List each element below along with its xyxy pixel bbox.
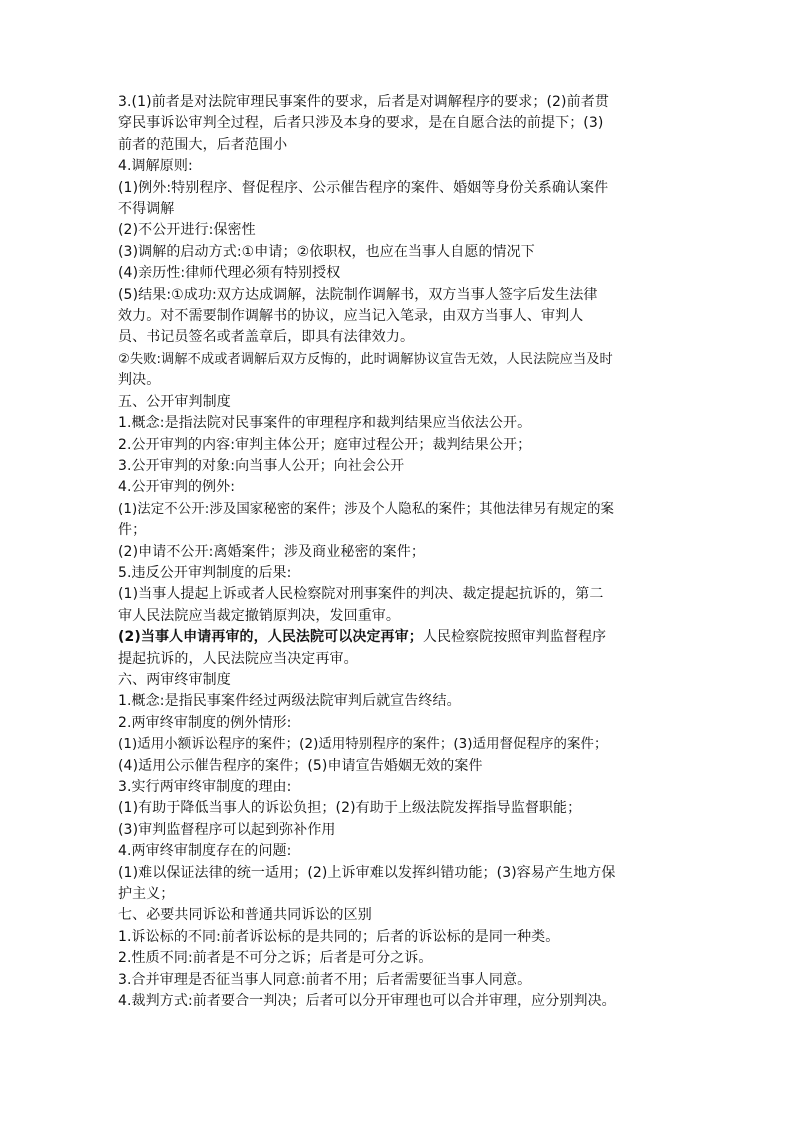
text-line: (1)法定不公开:涉及国家秘密的案件；涉及个人隐私的案件；其他法律另有规定的案 <box>118 501 615 517</box>
bold-emphasis: 可以决定再审； <box>324 629 423 646</box>
text-line: (3)调解的启动方式:①申请；②依职权，也应在当事人自愿的情况下 <box>118 243 535 260</box>
text-suffix: 人民检察院按照审判监督程序 <box>422 629 607 646</box>
text-line: (1)当事人提起上诉或者人民检察院对刑事案件的判决、裁定提起抗诉的，第二 <box>118 586 604 603</box>
text-line: 2.公开审判的内容:审判主体公开；庭审过程公开；裁判结果公开； <box>118 436 532 453</box>
section-heading: 4.两审终审制度存在的问题: <box>118 843 292 860</box>
text-line: 护主义； <box>118 886 175 903</box>
text-line: (3)审判监督程序可以起到弥补作用 <box>118 821 336 838</box>
text-line: (2)申请不公开:离婚案件；涉及商业秘密的案件； <box>118 543 425 560</box>
text-line: 3.公开审判的对象:向当事人公开；向社会公开 <box>118 457 405 474</box>
text-line: (1)有助于降低当事人的诉讼负担；(2)有助于上级法院发挥指导监督职能； <box>118 800 582 817</box>
text-line: (4)亲历性:律师代理必须有特别授权 <box>118 265 341 282</box>
section-heading: 4.调解原则: <box>118 158 193 175</box>
section-heading: 4.公开审判的例外: <box>118 479 236 496</box>
text-line: (1)适用小额诉讼程序的案件；(2)适用特别程序的案件；(3)适用督促程序的案件； <box>118 737 608 753</box>
text-line: 判决。 <box>118 372 161 389</box>
text-line: 员、书记员签名或者盖章后，即具有法律效力。 <box>118 329 415 346</box>
text-line: 审人民法院应当裁定撤销原判决，发回重审。 <box>118 607 400 624</box>
text-line: 前者的范围大，后者范围小 <box>118 136 288 153</box>
text-line: 效力。对不需要制作调解书的协议，应当记入笔录，由双方当事人、审判人 <box>118 308 584 325</box>
text-line: 1.诉讼标的不同:前者诉讼标的是共同的；后者的诉讼标的是同一种类。 <box>118 928 560 945</box>
text-line: (4)适用公示催告程序的案件；(5)申请宣告婚姻无效的案件 <box>118 757 483 774</box>
section-heading: 5.违反公开审判制度的后果: <box>118 564 292 581</box>
text-line: 不得调解 <box>118 201 175 218</box>
text-line: 提起抗诉的，人民法院应当决定再审。 <box>118 650 358 667</box>
text-line: (1)难以保证法律的统一适用；(2)上诉审难以发挥纠错功能；(3)容易产生地方保 <box>118 864 616 881</box>
section-heading: 五、公开审判制度 <box>118 393 231 410</box>
text-line: (1)例外:特别程序、督促程序、公示催告程序的案件、婚姻等身份关系确认案件 <box>118 179 609 196</box>
text-line: 3.(1)前者是对法院审理民事案件的要求，后者是对调解程序的要求；(2)前者贯 <box>118 94 609 110</box>
section-heading: 七、必要共同诉讼和普通共同诉讼的区别 <box>118 907 372 924</box>
text-line: 4.裁判方式:前者要合一判决；后者可以分开审理也可以合并审理，应分别判决。 <box>118 993 616 1010</box>
section-heading: 2.两审终审制度的例外情形: <box>118 714 292 731</box>
text-line: (5)结果:①成功:双方达成调解，法院制作调解书，双方当事人签字后发生法律 <box>118 286 598 303</box>
text-line: 件； <box>118 522 147 539</box>
text-line: 3.合并审理是否征当事人同意:前者不用；后者需要征当事人同意。 <box>118 971 532 988</box>
section-heading: 六、两审终审制度 <box>118 671 231 688</box>
text-line: 1.概念:是指法院对民事案件的审理程序和裁判结果应当依法公开。 <box>118 415 532 432</box>
text-line: 1.概念:是指民事案件经过两级法院审判后就宣告终结。 <box>118 693 461 710</box>
section-heading: 3.实行两审终审制度的理由: <box>118 779 292 795</box>
text-line-with-bold <box>118 627 733 648</box>
text-line: ②失败:调解不成或者调解后双方反悔的，此时调解协议宣告无效，人民法院应当及时 <box>118 351 613 367</box>
text-line: (2)不公开进行:保密性 <box>118 222 256 239</box>
text-line: 2.性质不同:前者是不可分之诉；后者是可分之诉。 <box>118 950 433 967</box>
text-line: 穿民事诉讼审判全过程，后者只涉及本身的要求，是在自愿合法的前提下；(3) <box>118 115 604 132</box>
bold-prefix: (2)当事人申请再审的，人民法院 <box>118 629 325 646</box>
